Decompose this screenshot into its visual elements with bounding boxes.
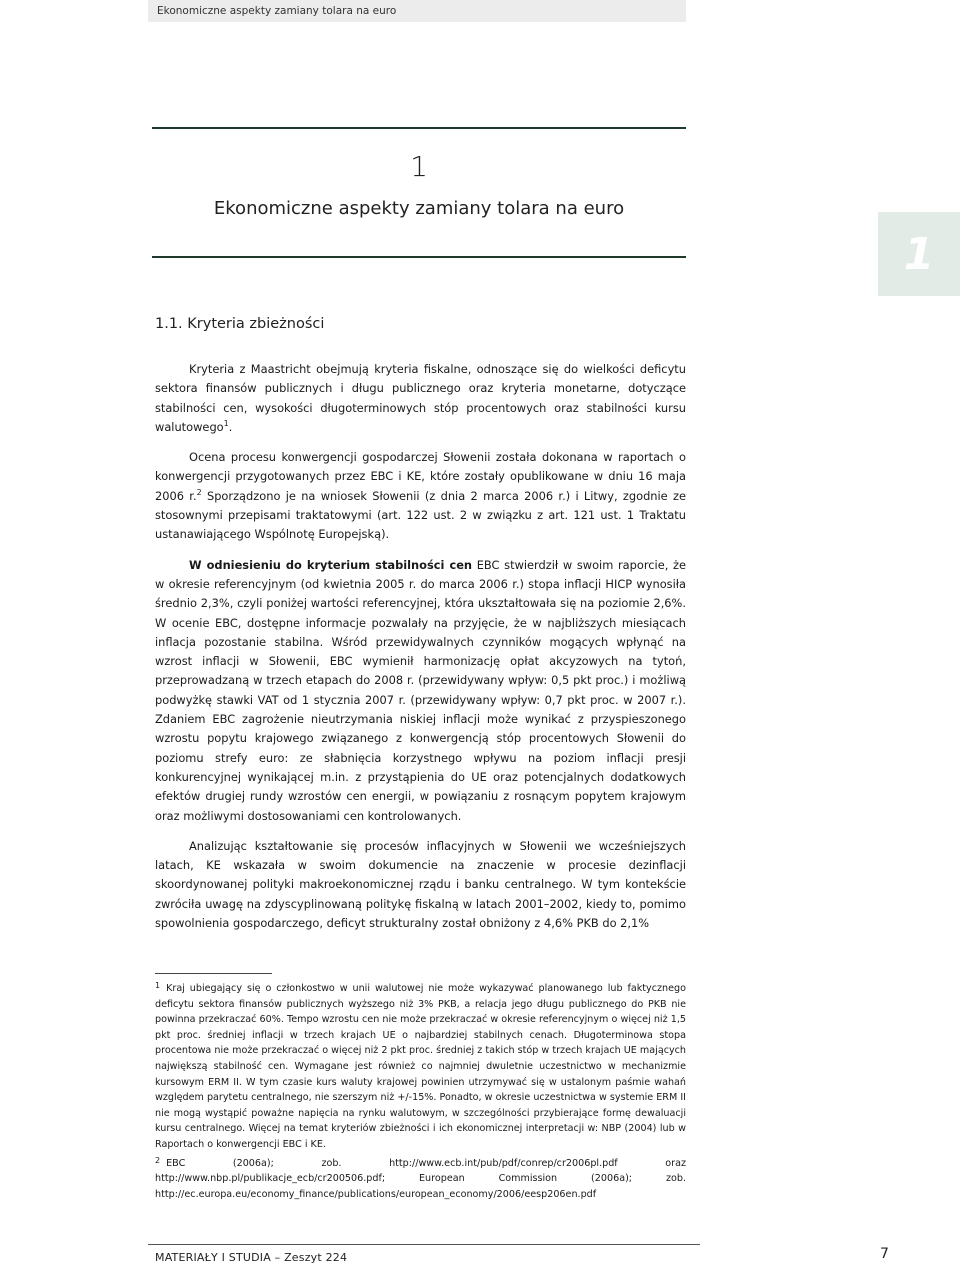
body-text [155, 360, 686, 933]
bold-lead: W odniesieniu do kryterium stabilności cen [189, 557, 473, 572]
footnote-mark-2: 2 [155, 1155, 161, 1165]
chapter-bottom-rule [152, 256, 686, 258]
footnote-rule [155, 973, 272, 974]
top-rule [152, 127, 686, 129]
footnote-ref-2[interactable]: 2 [196, 487, 202, 497]
running-header: Ekonomiczne aspekty zamiany tolara na euro [148, 0, 686, 22]
page-number: 7 [880, 1246, 889, 1262]
paragraph-1: Kryteria z Maastricht obejmują kryteria fiskalne, odnoszące się do wielkości deficytu sektora finansów publicznych i długu publicznego oraz kryteria monetarne, dotyczące stabilności cen, wysokości długoterminowych stóp procentowych oraz stabilności kursu walutowego$^1$. [155, 362, 686, 434]
footnote-2: $^2$ EBC (2006a); zob. http://www.ecb.int/pub/pdf/conrep/cr2006pl.pdf oraz http://www.nbp.pl/publikacje_ecb/cr200506.pdf; European Commission (2006a); zob. http://ec.europa.eu/economy_finance/publications/european_economy/2006/eesp206en.pdf [155, 1155, 686, 1200]
footer-rule [148, 1244, 700, 1245]
paragraph-3: W odniesieniu do kryterium stabilności cen EBC stwierdził w swoim raporcie, że w okresie referencyjnym (od kwietnia 2005 r. do marca 2006 r.) stopa inflacji HICP wynosiła średnio 2,3%, czyli poniżej wartości referencyjnej, która ukształtowała się na poziomie 2,6%. W ocenie EBC, dostępne informacje pozwalały na przyjęcie, że w najbliższych miesiącach inflacja pozostanie stabilna. Wśród przewidywalnych czynników mogących wpłynąć na wzrost inflacji w Słowenii, EBC wymienił harmonizację opłat akcyzowych na tytoń, przeprowadzaną w trzech etapach do 2008 r. (przewidywany wpływ: 0,5 pkt proc.) i możliwą podwyżkę stawki VAT od 1 stycznia 2007 r. (przewidywany wpływ: 0,7 pkt proc. w 2007 r.). Zdaniem EBC zagrożenie nieutrzymania niskiej inflacji może wynikać z przyspieszonego wzrostu popytu krajowego związanego z konwergencją stóp procentowych Słowenii do poziomu strefy euro: ze słabnięcia korzystnego wpływu na poziom inflacji presji konkurencyjnej wynikającej m.in. z przystąpienia do UE oraz potencjalnych dodatkowych efektów drugiej rundy wzrostów cen energii, w powiązaniu z rosnącym popytem krajowym oraz możliwymi dostosowaniami cen kontrolowanych. [155, 557, 687, 823]
footnotes [155, 978, 686, 1202]
chapter-title: Ekonomiczne aspekty zamiany tolara na euro [213, 198, 625, 219]
footnote-ref-1[interactable]: 1 [223, 418, 229, 428]
paragraph-2: Ocena procesu konwergencji gospodarczej Słowenii została dokonana w raportach o konwergencji przygotowanych przez EBC i KE, które zostały opublikowane w dniu 16 maja 2006 r.$^2$ Sporządzono je na wniosek Słowenii (z dnia 2 marca 2006 r.) i Litwy, zgodnie ze stosownymi przepisami traktatowymi (art. 122 ust. 2 w związku z art. 121 ust. 1 Traktatu ustanawiającego Wspólnotę Europejską). [155, 450, 686, 542]
section-heading: 1.1. Kryteria zbieżności [155, 316, 325, 332]
footnote-mark-1: 1 [155, 981, 161, 990]
footer-series: MATERIAŁY I STUDIA – Zeszyt 224 [155, 1251, 348, 1264]
footnote-1: $^1$ Kraj ubiegający się o członkostwo w unii walutowej nie może wykazywać planowanego lub faktycznego deficytu sektora finansów publicznych wyższego niż 3% PKB, a relacja jego długu publicznego do PKB nie powinna przekraczać 60%. Tempo wzrostu cen nie może przekraczać w okresie referencyjnym o więcej niż 1,5 pkt proc. średniej inflacji w trzech krajach UE o najbardziej stabilnych cenach. Długoterminowa stopa procentowa nie może przekraczać o więcej niż 2 pkt proc. średniej z takich stóp w trzech krajach UE mających największą stabilność cen. Wymagane jest również co najmniej dwuletnie uczestnictwo w mechanizmie kursowym ERM II. W tym czasie kurs waluty krajowej powinien utrzymywać się w ustalonym paśmie wahań względem parytetu centralnego, nie szerszym niż +/-15%. Ponadto, w okresie uczestnictwa w systemie ERM II nie mogą wystąpić poważne napięcia na rynku walutowym, w szczególności przybierające formę dewaluacji kursu centralnego. Więcej na temat kryteriów zbieżności i ich ekonomicznej interpretacji w: NBP (2004) lub w Raportach o konwergencji EBC i KE. [155, 981, 686, 1150]
paragraph-4: Analizując kształtowanie się procesów inflacyjnych w Słowenii we wcześniejszych latach, KE wskazała w swoim dokumencie na znaczenie w procesie dezinflacji skoordynowanej polityki makroekonomicznej rządu i banku centralnego. W tym kontekście zwróciła uwagę na zdyscyplinowaną politykę fiskalną w latach 2001–2002, kiedy to, pomimo spowolnienia gospodarczego, deficyt strukturalny został obniżony z 4,6% PKB do 2,1% [155, 838, 686, 931]
chapter-number: 1 [410, 150, 428, 183]
chapter-side-tab: 1 [878, 212, 960, 296]
